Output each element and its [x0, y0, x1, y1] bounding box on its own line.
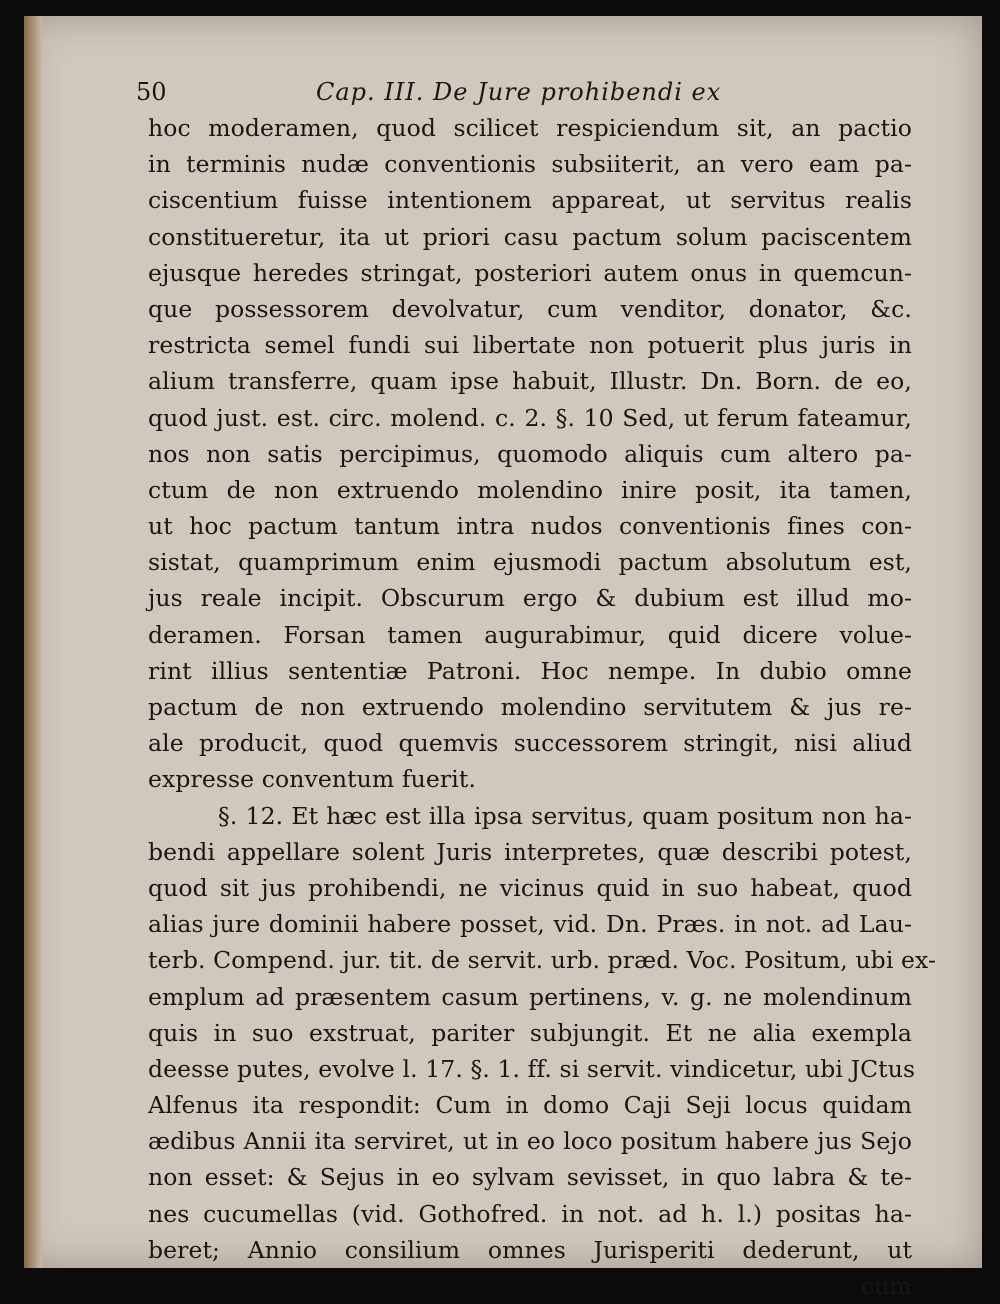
text-line: quod sit jus prohibendi, ne vicinus quid in suo habeat, quod	[148, 873, 912, 902]
body-text	[148, 110, 937, 1304]
text-line: rint illius sententiæ Patroni. Hoc nempe. In dubio omne	[148, 656, 912, 685]
text-line: ejusque heredes stringat, posteriori autem onus in quemcun-	[148, 258, 912, 287]
text-line: restricta semel fundi sui libertate non potuerit plus juris in	[148, 331, 912, 360]
text-line: ale producit, quod quemvis successorem stringit, nisi aliud	[148, 729, 912, 758]
catchword: cum	[861, 1272, 912, 1300]
text-line: hoc moderamen, quod scilicet respiciendum sit, an pactio	[148, 114, 912, 142]
text-line: pactum de non extruendo molendino servitutem & jus re-	[148, 693, 912, 721]
text-line: ctum de non extruendo molendino inire posit, ita tamen,	[148, 475, 912, 504]
text-line: jus reale incipit. Obscurum ergo & dubium est illud mo-	[148, 584, 912, 613]
text-line: emplum ad præsentem casum pertinens, v. g. ne molendinum	[148, 982, 912, 1011]
running-title: Cap. III. De Jure prohibendi ex	[316, 78, 722, 106]
text-line: sistat, quamprimum enim ejusmodi pactum absolutum est,	[148, 548, 912, 577]
text-line: deesse putes, evolve l. 17. §. 1. ff. si servit. vindicetur, ubi JCtus	[148, 1054, 916, 1083]
text-line: constitueretur, ita ut priori casu pactum solum paciscentem	[148, 222, 912, 251]
text-line: ædibus Annii ita serviret, ut in eo loco positum habere jus Sejo	[148, 1127, 912, 1156]
text-line: alium transferre, quam ipse habuit, Illustr. Dn. Born. de eo,	[148, 367, 912, 396]
text-line: ciscentium fuisse intentionem appareat, ut servitus realis	[148, 186, 912, 215]
page-gutter-shadow	[24, 16, 42, 1268]
text-line: nos non satis percipimus, quomodo aliquis cum altero pa-	[148, 439, 912, 468]
text-line: alias jure dominii habere posset, vid. Dn. Præs. in not. ad Lau-	[148, 910, 912, 939]
text-line: expresse conventum fuerit.	[148, 765, 476, 794]
text-line: beret; Annio consilium omnes Jurisperiti dederunt, ut	[148, 1235, 912, 1264]
text-line: quis in suo exstruat, pariter subjungit. Et ne alia exempla	[148, 1018, 912, 1047]
text-line: quod just. est. circ. molend. c. 2. §. 10 Sed, ut ferum fateamur,	[148, 403, 912, 432]
page-number: 50	[136, 78, 167, 106]
text-line: terb. Compend. jur. tit. de servit. urb. præd. Voc. Positum, ubi ex-	[148, 946, 937, 975]
text-line: que possessorem devolvatur, cum venditor, donator, &c.	[148, 294, 912, 323]
text-line: nes cucumellas (vid. Gothofred. in not. ad h. l.) positas ha-	[148, 1199, 912, 1228]
text-line: in terminis nudæ conventionis subsiiterit, an vero eam pa-	[148, 150, 912, 179]
text-line: non esset: & Sejus in eo sylvam sevisset, in quo labra & te-	[148, 1163, 912, 1192]
text-line: Alfenus ita respondit: Cum in domo Caji Seji locus quidam	[148, 1091, 912, 1120]
text-line: deramen. Forsan tamen augurabimur, quid dicere volue-	[148, 620, 912, 649]
text-line: ut hoc pactum tantum intra nudos conventionis fines con-	[148, 512, 912, 541]
text-line: bendi appellare solent Juris interpretes, quæ describi potest,	[148, 837, 912, 866]
text-line: §. 12. Et hæc est illa ipsa servitus, quam positum non ha-	[218, 801, 912, 830]
